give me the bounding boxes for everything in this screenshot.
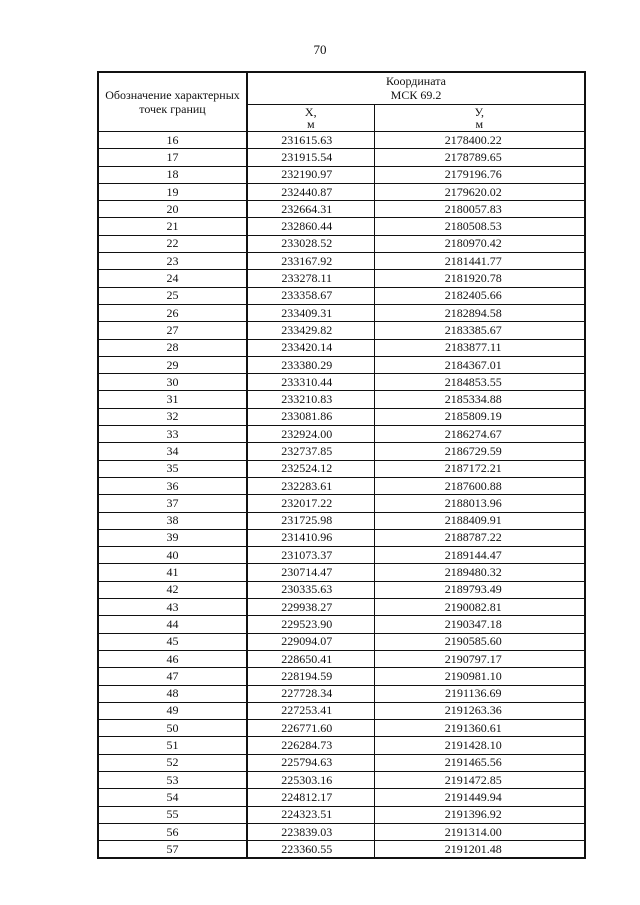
table-row <box>98 408 585 425</box>
table-row <box>98 304 585 321</box>
y-coordinate-cell: 2180057.83 <box>374 201 585 218</box>
y-coordinate-cell: 2190347.18 <box>374 616 585 633</box>
table-row <box>98 702 585 719</box>
x-coordinate-cell: 233409.31 <box>247 304 374 321</box>
x-coordinate-cell: 228194.59 <box>247 668 374 685</box>
x-unit: м <box>306 116 315 131</box>
point-cell: 26 <box>98 304 247 321</box>
y-coordinate-cell: 2191472.85 <box>374 771 585 788</box>
y-coordinate-cell: 2189793.49 <box>374 581 585 598</box>
table-header <box>98 72 585 132</box>
point-cell: 39 <box>98 529 247 546</box>
x-coordinate-cell: 231725.98 <box>247 512 374 529</box>
y-coordinate-cell: 2184367.01 <box>374 356 585 373</box>
table-row <box>98 356 585 373</box>
point-cell: 43 <box>98 599 247 616</box>
y-axis-header <box>374 104 585 131</box>
x-coordinate-cell: 226771.60 <box>247 720 374 737</box>
x-coordinate-cell: 231410.96 <box>247 529 374 546</box>
y-coordinate-cell: 2190797.17 <box>374 650 585 667</box>
table-row <box>98 599 585 616</box>
point-cell: 42 <box>98 581 247 598</box>
point-cell: 56 <box>98 823 247 840</box>
y-label: У, <box>474 104 485 119</box>
point-cell: 55 <box>98 806 247 823</box>
point-cell: 23 <box>98 253 247 270</box>
point-cell: 50 <box>98 720 247 737</box>
x-coordinate-cell: 224812.17 <box>247 789 374 806</box>
x-coordinate-cell: 232737.85 <box>247 443 374 460</box>
x-coordinate-cell: 225794.63 <box>247 754 374 771</box>
table-row <box>98 287 585 304</box>
y-coordinate-cell: 2189480.32 <box>374 564 585 581</box>
point-cell: 36 <box>98 477 247 494</box>
y-coordinate-cell: 2181441.77 <box>374 253 585 270</box>
y-coordinate-cell: 2183385.67 <box>374 322 585 339</box>
point-cell: 53 <box>98 771 247 788</box>
x-coordinate-cell: 230335.63 <box>247 581 374 598</box>
y-coordinate-cell: 2181920.78 <box>374 270 585 287</box>
y-coordinate-cell: 2191360.61 <box>374 720 585 737</box>
point-cell: 44 <box>98 616 247 633</box>
point-cell: 38 <box>98 512 247 529</box>
y-coordinate-cell: 2191465.56 <box>374 754 585 771</box>
table-row <box>98 650 585 667</box>
x-coordinate-cell: 233167.92 <box>247 253 374 270</box>
x-coordinate-cell: 223839.03 <box>247 823 374 840</box>
y-coordinate-cell: 2191201.48 <box>374 841 585 859</box>
table-row <box>98 322 585 339</box>
y-coordinate-cell: 2182405.66 <box>374 287 585 304</box>
x-coordinate-cell: 227253.41 <box>247 702 374 719</box>
x-coordinate-cell: 232860.44 <box>247 218 374 235</box>
y-coordinate-cell: 2179620.02 <box>374 183 585 200</box>
table-row <box>98 235 585 252</box>
coordinate-header <box>247 72 585 104</box>
point-cell: 20 <box>98 201 247 218</box>
table-row <box>98 391 585 408</box>
point-cell: 51 <box>98 737 247 754</box>
x-coordinate-cell: 232524.12 <box>247 460 374 477</box>
point-cell: 29 <box>98 356 247 373</box>
x-coordinate-cell: 223360.55 <box>247 841 374 859</box>
y-coordinate-cell: 2183877.11 <box>374 339 585 356</box>
table-row <box>98 512 585 529</box>
table-row <box>98 633 585 650</box>
table-row <box>98 581 585 598</box>
y-coordinate-cell: 2180970.42 <box>374 235 585 252</box>
point-cell: 52 <box>98 754 247 771</box>
x-coordinate-cell: 233429.82 <box>247 322 374 339</box>
x-coordinate-cell: 230714.47 <box>247 564 374 581</box>
x-coordinate-cell: 232283.61 <box>247 477 374 494</box>
table-row <box>98 720 585 737</box>
point-cell: 30 <box>98 374 247 391</box>
table-row <box>98 253 585 270</box>
y-coordinate-cell: 2191314.00 <box>374 823 585 840</box>
table-row <box>98 547 585 564</box>
y-coordinate-cell: 2178789.65 <box>374 149 585 166</box>
point-cell: 49 <box>98 702 247 719</box>
y-coordinate-cell: 2188787.22 <box>374 529 585 546</box>
table-row <box>98 789 585 806</box>
point-header-line1: Обозначение характерных <box>105 88 240 102</box>
point-cell: 57 <box>98 841 247 859</box>
y-coordinate-cell: 2179196.76 <box>374 166 585 183</box>
point-cell: 45 <box>98 633 247 650</box>
point-cell: 22 <box>98 235 247 252</box>
x-coordinate-cell: 225303.16 <box>247 771 374 788</box>
y-coordinate-cell: 2191396.92 <box>374 806 585 823</box>
point-cell: 33 <box>98 426 247 443</box>
x-coordinate-cell: 231915.54 <box>247 149 374 166</box>
page-number: 70 <box>313 42 327 57</box>
point-cell: 28 <box>98 339 247 356</box>
point-cell: 19 <box>98 183 247 200</box>
y-coordinate-cell: 2188409.91 <box>374 512 585 529</box>
table-row <box>98 841 585 859</box>
y-coordinate-cell: 2191449.94 <box>374 789 585 806</box>
table-row <box>98 616 585 633</box>
x-coordinate-cell: 232664.31 <box>247 201 374 218</box>
y-coordinate-cell: 2191263.36 <box>374 702 585 719</box>
point-cell: 35 <box>98 460 247 477</box>
point-cell: 17 <box>98 149 247 166</box>
point-cell: 54 <box>98 789 247 806</box>
x-coordinate-cell: 233081.86 <box>247 408 374 425</box>
x-coordinate-cell: 233028.52 <box>247 235 374 252</box>
y-coordinate-cell: 2188013.96 <box>374 495 585 512</box>
x-coordinate-cell: 231073.37 <box>247 547 374 564</box>
y-coordinate-cell: 2191428.10 <box>374 737 585 754</box>
table-row <box>98 201 585 218</box>
point-cell: 16 <box>98 132 247 149</box>
point-cell: 31 <box>98 391 247 408</box>
x-coordinate-cell: 233380.29 <box>247 356 374 373</box>
point-cell: 34 <box>98 443 247 460</box>
x-coordinate-cell: 232017.22 <box>247 495 374 512</box>
point-cell: 41 <box>98 564 247 581</box>
x-coordinate-cell: 226284.73 <box>247 737 374 754</box>
x-coordinate-cell: 229523.90 <box>247 616 374 633</box>
table-row <box>98 132 585 149</box>
x-coordinate-cell: 232440.87 <box>247 183 374 200</box>
x-axis-header <box>247 104 374 131</box>
point-cell: 27 <box>98 322 247 339</box>
y-coordinate-cell: 2180508.53 <box>374 218 585 235</box>
coordinate-system: МСК 69.2 <box>390 88 442 103</box>
point-designation-header <box>98 72 247 132</box>
table-row <box>98 443 585 460</box>
table-row <box>98 183 585 200</box>
y-coordinate-cell: 2185809.19 <box>374 408 585 425</box>
point-cell: 25 <box>98 287 247 304</box>
coordinates-table <box>97 71 586 859</box>
table-row <box>98 754 585 771</box>
table-row <box>98 426 585 443</box>
table-row <box>98 771 585 788</box>
table-row <box>98 806 585 823</box>
y-coordinate-cell: 2191136.69 <box>374 685 585 702</box>
point-cell: 21 <box>98 218 247 235</box>
y-coordinate-cell: 2186274.67 <box>374 426 585 443</box>
table-row <box>98 529 585 546</box>
x-coordinate-cell: 228650.41 <box>247 650 374 667</box>
x-coordinate-cell: 229094.07 <box>247 633 374 650</box>
y-coordinate-cell: 2190981.10 <box>374 668 585 685</box>
point-cell: 24 <box>98 270 247 287</box>
table-row <box>98 564 585 581</box>
x-coordinate-cell: 232924.00 <box>247 426 374 443</box>
table-row <box>98 668 585 685</box>
y-coordinate-cell: 2187600.88 <box>374 477 585 494</box>
x-coordinate-cell: 233358.67 <box>247 287 374 304</box>
table-row <box>98 218 585 235</box>
y-unit: м <box>475 116 484 131</box>
y-coordinate-cell: 2184853.55 <box>374 374 585 391</box>
table-row <box>98 737 585 754</box>
table-body <box>98 132 585 859</box>
x-coordinate-cell: 224323.51 <box>247 806 374 823</box>
point-cell: 37 <box>98 495 247 512</box>
y-coordinate-cell: 2190082.81 <box>374 599 585 616</box>
x-coordinate-cell: 229938.27 <box>247 599 374 616</box>
point-cell: 47 <box>98 668 247 685</box>
table-row <box>98 823 585 840</box>
point-cell: 18 <box>98 166 247 183</box>
x-coordinate-cell: 233278.11 <box>247 270 374 287</box>
point-cell: 46 <box>98 650 247 667</box>
point-header-line2: точек границ <box>139 102 206 116</box>
y-coordinate-cell: 2187172.21 <box>374 460 585 477</box>
x-coordinate-cell: 233210.83 <box>247 391 374 408</box>
x-label: X, <box>304 104 317 119</box>
table-row <box>98 495 585 512</box>
table-row <box>98 477 585 494</box>
table-row <box>98 149 585 166</box>
coordinate-title: Координата <box>386 74 446 89</box>
y-coordinate-cell: 2190585.60 <box>374 633 585 650</box>
x-coordinate-cell: 232190.97 <box>247 166 374 183</box>
y-coordinate-cell: 2185334.88 <box>374 391 585 408</box>
x-coordinate-cell: 231615.63 <box>247 132 374 149</box>
y-coordinate-cell: 2189144.47 <box>374 547 585 564</box>
x-coordinate-cell: 227728.34 <box>247 685 374 702</box>
point-cell: 32 <box>98 408 247 425</box>
point-cell: 48 <box>98 685 247 702</box>
table-row <box>98 166 585 183</box>
x-coordinate-cell: 233420.14 <box>247 339 374 356</box>
point-cell: 40 <box>98 547 247 564</box>
table-row <box>98 339 585 356</box>
y-coordinate-cell: 2182894.58 <box>374 304 585 321</box>
y-coordinate-cell: 2178400.22 <box>374 132 585 149</box>
table-row <box>98 685 585 702</box>
x-coordinate-cell: 233310.44 <box>247 374 374 391</box>
y-coordinate-cell: 2186729.59 <box>374 443 585 460</box>
table-row <box>98 460 585 477</box>
table-row <box>98 374 585 391</box>
table-row <box>98 270 585 287</box>
